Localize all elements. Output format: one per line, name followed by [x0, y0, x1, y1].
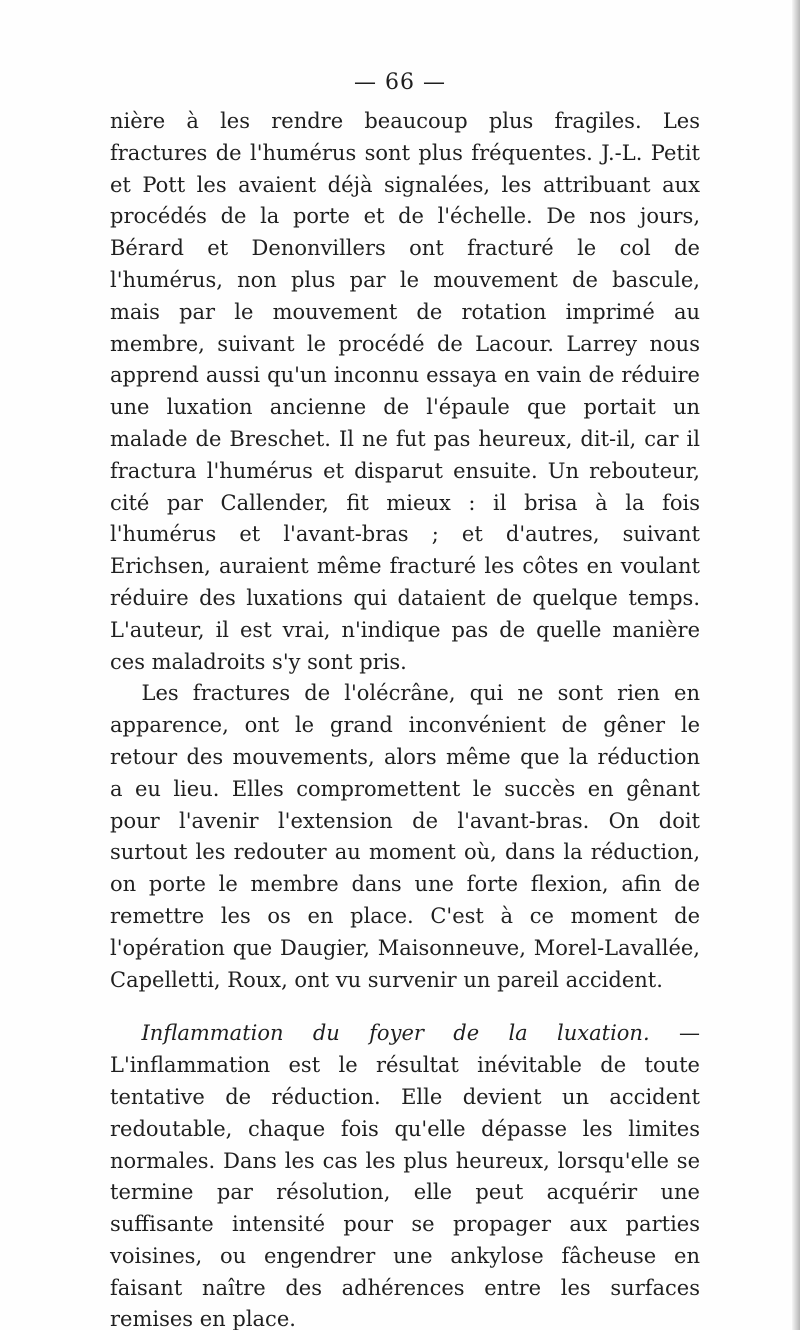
paragraph-inflammation	[110, 1018, 700, 1330]
page-body	[110, 106, 700, 1330]
page-edge	[792, 0, 800, 1330]
page-number-header: — 66 —	[354, 70, 446, 95]
paragraph-olecrane: Les fractures de l'olécrâne, qui ne sont rien en apparence, ont le grand inconvénient de gêner le retour des mouvements, alors même que la réduction a eu lieu. Elles compromettent le succès en gênant pour l'avenir l'extension de l'avant-bras. On doit surtout les redouter au moment où, dans la réduction, on porte le membre dans une forte flexion, afin de remettre les os en place. C'est à ce moment de l'opération que Daugier, Maisonneuve, Morel-Lavallée, Capelletti, Roux, ont vu survenir un pareil accident.	[110, 681, 700, 992]
section-text: — L'inflammation est le résultat inévitable de toute tentative de réduction. Elle devient un accident redoutable, chaque fois qu'elle dépasse les limites normales. Dans les cas les plus heureux, lorsqu'elle se termine par résolution, elle peut acquérir une suffisante intensité pour se propager aux parties voisines, ou engendrer une ankylose fâcheuse en faisant naître des adhérences entre les surfaces remises en place.	[110, 1021, 700, 1330]
paragraph-continuation: nière à les rendre beaucoup plus fragiles. Les fractures de l'humérus sont plus fréquentes. J.-L. Petit et Pott les avaient déjà signalées, les attribuant aux procédés de la porte et de l'échelle. De nos jours, Bérard et Denonvillers ont fracturé le col de l'humérus, non plus par le mouvement de bascule, mais par le mouvement de rotation imprimé au membre, suivant le procédé de Lacour. Larrey nous apprend aussi qu'un inconnu essaya en vain de réduire une luxation ancienne de l'épaule que portait un malade de Breschet. Il ne fut pas heureux, dit-il, car il fractura l'humérus et disparut ensuite. Un rebouteur, cité par Callender, fit mieux : il brisa à la fois l'humérus et l'avant-bras ; et d'autres, suivant Erichsen, auraient même fracturé les côtes en voulant réduire des luxations qui dataient de quelque temps. L'auteur, il est vrai, n'indique pas de quelle manière ces maladroits s'y sont pris.	[110, 109, 700, 674]
section-heading: Inflammation du foyer de la luxation.	[141, 1021, 650, 1046]
